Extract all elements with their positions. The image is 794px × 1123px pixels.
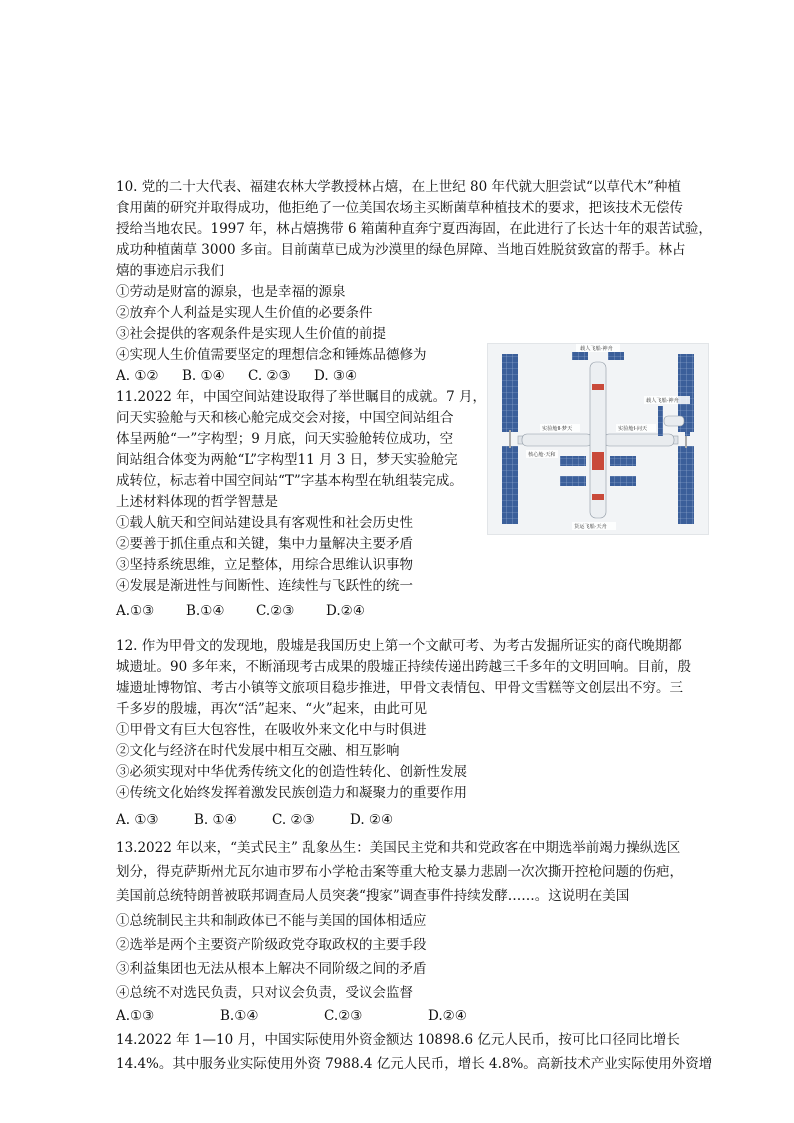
q10-stem-line: 成功种植菌草 3000 多亩。目前菌草已成为沙漠里的绿色屏障、当地百姓脱贫致富的帮手。林占 xyxy=(116,242,686,258)
q10-item: ④实现人生价值需要坚定的理想信念和锤炼品德修为 xyxy=(116,347,427,363)
q12-options xyxy=(116,810,428,830)
q11-option-d[interactable]: D.②④ xyxy=(326,603,365,619)
q10-item: ③社会提供的客观条件是实现人生价值的前提 xyxy=(116,326,386,342)
label-tianhe: 核心舱·天和 xyxy=(528,452,556,458)
q11-option-a[interactable]: A.①③ xyxy=(116,603,155,619)
q13-item: ①总统制民主共和制政体已不能与美国的国体相适应 xyxy=(116,913,427,929)
q10-item: ①劳动是财富的源泉，也是幸福的源泉 xyxy=(116,284,346,300)
q13-stem-line: 美国前总统特朗普被联邦调查局人员突袭“搜家”调查事件持续发酵……。这说明在美国 xyxy=(116,888,630,904)
q11-item: ④发展是渐进性与间断性、连续性与飞跃性的统一 xyxy=(116,578,413,594)
q13-option-a[interactable]: A.①③ xyxy=(116,1008,155,1024)
q13-item: ④总统不对选民负责，只对议会负责，受议会监督 xyxy=(116,985,413,1001)
q10-option-c[interactable]: C. ②③ xyxy=(248,368,291,384)
q12-item: ③必须实现对中华优秀传统文化的创造性转化、创新性发展 xyxy=(116,764,467,780)
q11-stem-line: 上述材料体现的哲学智慧是 xyxy=(116,494,278,510)
q13-option-b[interactable]: B.①④ xyxy=(220,1008,259,1024)
q12-stem-line: 墟遗址博物馆、考古小镇等文旅项目稳步推进，甲骨文表情包、甲骨文雪糕等文创层出不穷。三 xyxy=(116,680,683,696)
q12-item: ④传统文化始终发挥着激发民族创造力和凝聚力的重要作用 xyxy=(116,785,467,801)
q12-stem-line: 城遗址。90 多年来，不断涌现考古成果的殷墟正持续传递出跨越三千多年的文明回响。目前，殷 xyxy=(116,659,691,675)
q14-stem-line: 14.2022 年 1—10 月，中国实际使用外资金额达 10898.6 亿元人民币，按可比口径同比增长 xyxy=(116,1032,680,1048)
q13-item: ②选举是两个主要资产阶级政党夺取政权的主要手段 xyxy=(116,937,427,953)
q11-stem-line: 11.2022 年，中国空间站建设取得了举世瞩目的成就。7 月， xyxy=(116,389,486,405)
q11-stem-line: 间站组合体变为两舱“L”字构型11 月 3 日，梦天实验舱完 xyxy=(116,452,458,468)
q12-option-c[interactable]: C. ②③ xyxy=(272,812,315,828)
q10-stem-line: 授给当地农民。1997 年，林占熺携带 6 箱菌种直奔宁夏西海固，在此进行了长达十年的艰苦试验， xyxy=(116,221,712,237)
q13-stem-line: 划分，得克萨斯州尤瓦尔迪市罗布小学枪击案等重大枪支暴力悲剧一次次撕开控枪问题的伤疤， xyxy=(116,864,683,880)
q10-item: ②放弃个人利益是实现人生价值的必要条件 xyxy=(116,305,373,321)
space-station-diagram xyxy=(488,344,708,534)
label-tianzhou: 货运飞船·天舟 xyxy=(574,524,607,530)
label-shenzhou: 载人飞船·神舟 xyxy=(580,346,613,352)
label-mengtian: 实验舱Ⅱ·梦天 xyxy=(542,426,573,432)
q12-option-d[interactable]: D. ②④ xyxy=(350,812,394,828)
q13-option-c[interactable]: C.②③ xyxy=(324,1008,363,1024)
q10-stem-line: 食用菌的研究并取得成功，他拒绝了一位美国农场主买断菌草种植技术的要求，把该技术无偿传 xyxy=(116,200,683,216)
q13-stem-line: 13.2022 年以来，“美式民主” 乱象丛生：美国民主党和共和党政客在中期选举前竭力操纵选区 xyxy=(116,840,681,856)
q12-stem-line: 12. 作为甲骨文的发现地，殷墟是我国历史上第一个文献可考、为考古发掘所证实的商代晚期都 xyxy=(116,638,682,654)
q13-option-d[interactable]: D.②④ xyxy=(428,1008,467,1024)
q11-item: ②要善于抓住重点和关键，集中力量解决主要矛盾 xyxy=(116,536,413,552)
q10-options xyxy=(116,366,380,386)
q12-option-b[interactable]: B. ①④ xyxy=(194,812,237,828)
q11-options xyxy=(116,601,396,621)
q10-stem-line: 10. 党的二十大代表、福建农林大学教授林占熺，在上世纪 80 年代就大胆尝试“以草代木”种植 xyxy=(116,179,681,195)
q10-option-b[interactable]: B. ①④ xyxy=(182,368,225,384)
space-station-figure xyxy=(487,343,709,535)
label-wentian: 实验舱Ⅰ·问天 xyxy=(618,426,648,432)
q10-option-d[interactable]: D. ③④ xyxy=(314,368,358,384)
q11-stem-line: 体呈两舱“一”字构型；9 月底，问天实验舱转位成功，空 xyxy=(116,431,454,447)
q14-stem-line: 14.4%。其中服务业实际使用外资 7988.4 亿元人民币，增长 4.8%。高新技术产业实际使用外资增 xyxy=(116,1056,713,1072)
solar-panel xyxy=(502,446,518,524)
q11-option-b[interactable]: B.①④ xyxy=(186,603,225,619)
solar-panel xyxy=(678,446,694,524)
q11-item: ③坚持系统思维，立足整体，用综合思维认识事物 xyxy=(116,557,413,573)
q13-item: ③利益集团也无法从根本上解决不同阶级之间的矛盾 xyxy=(116,961,427,977)
label-shenzhou-right: 载人飞船·神舟 xyxy=(646,398,679,404)
q11-item: ①载人航天和空间站建设具有客观性和社会历史性 xyxy=(116,515,413,531)
q11-stem-line: 成转位，标志着中国空间站“T”字基本构型在轨组装完成。 xyxy=(116,473,463,489)
q12-item: ②文化与经济在时代发展中相互交融、相互影响 xyxy=(116,743,400,759)
q12-item: ①甲骨文有巨大包容性，在吸收外来文化中与时俱进 xyxy=(116,722,427,738)
q10-option-a[interactable]: A. ①② xyxy=(116,368,159,384)
q12-stem-line: 千多岁的殷墟，再次“活”起来、“火”起来，由此可见 xyxy=(116,701,428,717)
q11-stem-line: 问天实验舱与天和核心舱完成交会对接，中国空间站组合 xyxy=(116,410,454,426)
q12-option-a[interactable]: A. ①③ xyxy=(116,812,159,828)
solar-panel xyxy=(502,354,518,432)
q10-stem-line: 熺的事迹启示我们 xyxy=(116,263,224,279)
q11-option-c[interactable]: C.②③ xyxy=(256,603,295,619)
q13-options xyxy=(116,1006,532,1026)
